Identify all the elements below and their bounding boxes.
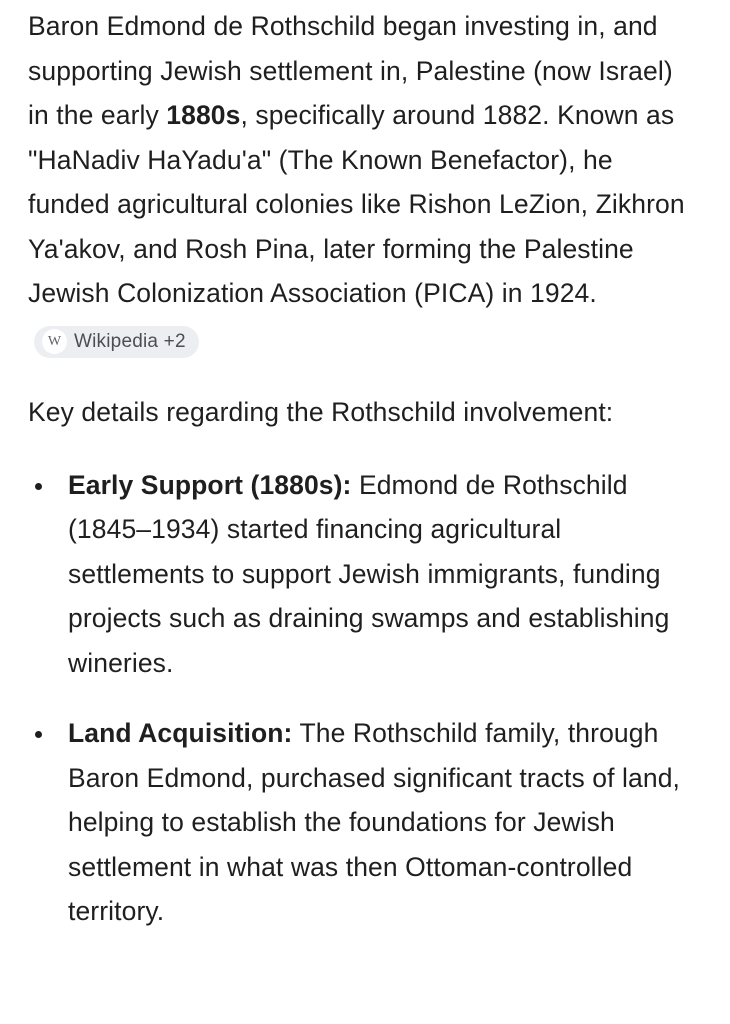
key-details-heading: Key details regarding the Rothschild involvement: [28,397,614,427]
citation-label: Wikipedia +2 [74,330,186,352]
citation-chip[interactable] [34,326,199,358]
key-details-list [28,463,700,934]
intro-bold-decade: 1880s [166,100,241,130]
list-item [28,711,700,934]
intro-text-part2: , specifically around 1882. Known as "HaNadiv HaYadu'a" (The Known Benefactor), he funded agricultural colonies like Rishon LeZion, Zikhron Ya'akov, and Rosh Pina, later forming the Palestine Jewish Colonization Association (PICA) in 1924. [28,100,685,308]
list-item-text: Edmond de Rothschild (1845–1934) started financing agricultural settlements to support Jewish immigrants, funding projects such as draining swamps and establishing wineries. [68,469,670,678]
list-item [28,463,700,686]
list-item-title: Land Acquisition: [68,718,293,748]
list-item-title: Early Support (1880s): [68,469,352,500]
list-item-text: The Rothschild family, through Baron Edmond, purchased significant tracts of land, helping to establish the foundations for Jewish settlement in what was then Ottoman-controlled territory. [68,718,680,926]
wikipedia-icon: W [42,329,67,354]
intro-paragraph [28,4,700,360]
intro-text-part1: Baron Edmond de Rothschild began investing in, and supporting Jewish settlement in, Palestine (now Israel) in the early [28,11,673,130]
